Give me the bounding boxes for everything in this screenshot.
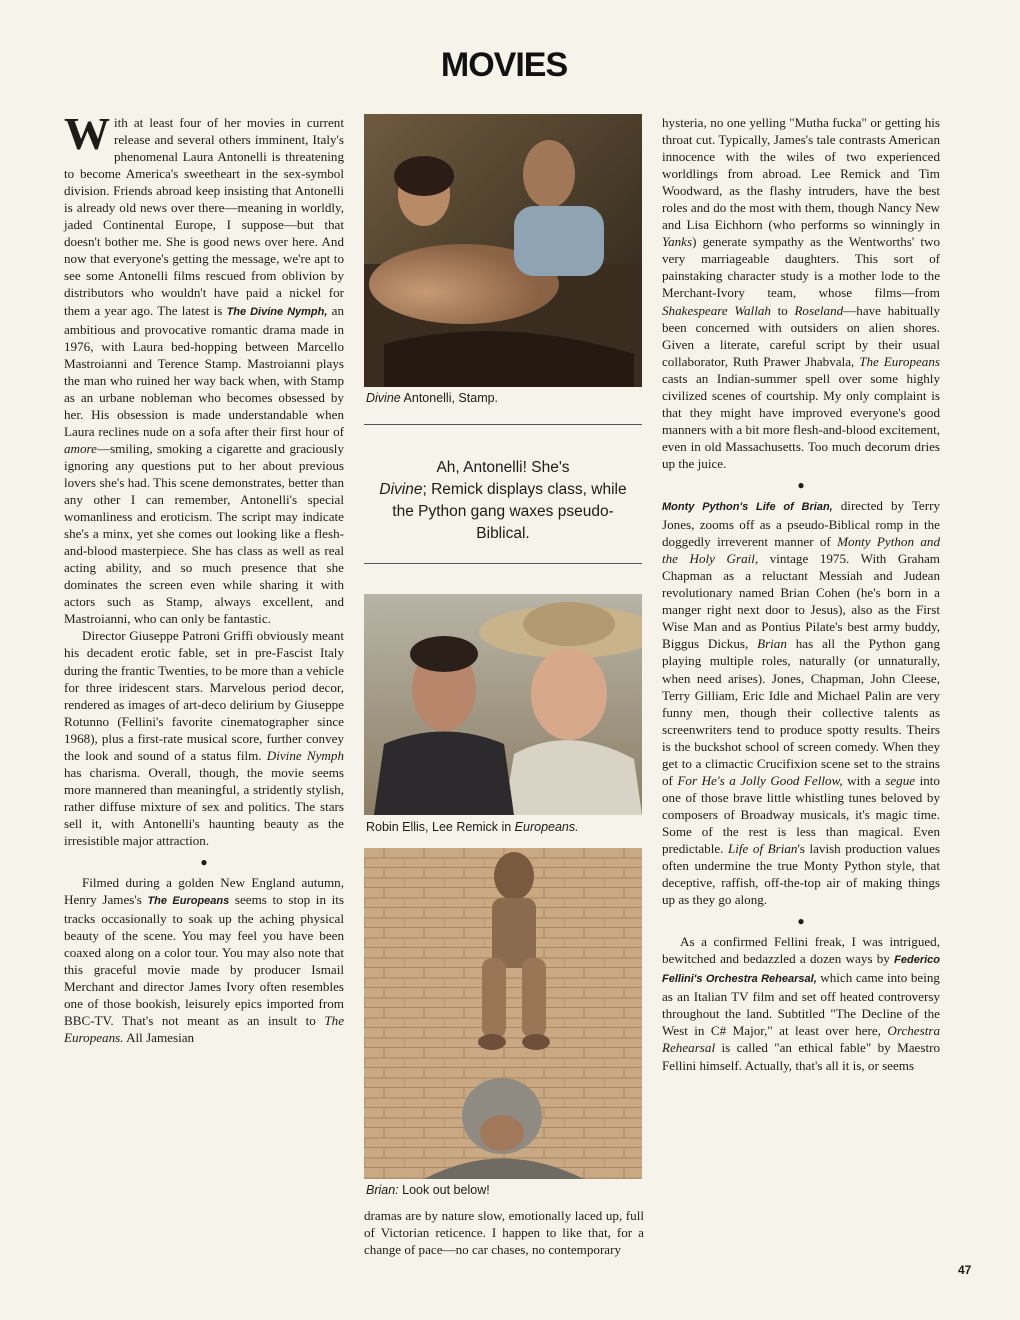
section-bullet: ● [797, 477, 805, 492]
text-run: hysteria, no one yelling "Mutha fucka" or getting his throat cut. Typically, James's tale contrasts American innocence with the wiles of two experienced worldlings from abroad. Lee Remick and Tim Woodward, as the flashy intruders, have the best roles and do the most with them, though Nancy New and Lisa Eichhorn (who performs so winningly in [662, 115, 940, 233]
text-run: to [770, 302, 795, 318]
paragraph [662, 933, 940, 1073]
text-run: is called "an ethical fable" by Maestro Fellini himself. Actually, that's all it is, or seems [662, 1040, 940, 1073]
text-run: All Jamesian [123, 1030, 195, 1046]
divider-bottom [364, 563, 642, 564]
italic-word: segue [885, 772, 916, 788]
page-number: 47 [958, 1263, 972, 1277]
film-title: Shakespeare Wallah [662, 302, 771, 318]
film-title: The Europeans. [64, 1013, 344, 1046]
section-bullet: ● [200, 855, 208, 870]
film-title: Monty Python and the Holy Grail, [662, 534, 940, 567]
pull-quote-text: Ah, Antonelli! She's [436, 459, 570, 476]
left-column [64, 108, 344, 1047]
text-run: ) generate sympathy as the Wentworths' two very marriageable daughters. This sort of painstaking character study is a mother lode to the Merchant-Ivory team, whose films—from [662, 234, 940, 301]
caption-europeans [366, 820, 642, 834]
right-column [662, 114, 940, 1074]
text-run: vintage 1975. With Graham Chapman as a reluctant Messiah and Judean revolutionary named Brian Cohen (he's born in a manger right next door to Jesus), also as the First Wise Man and as Pontius Pilate's best army buddy, Biggus Dickus, [662, 551, 940, 652]
text-run: into one of those brave little whistling tunes beloved by composers of Broadway musicals, it's magic time. Some of the rest is less than magical. Even predictable. [662, 772, 940, 856]
paragraph [662, 497, 940, 908]
film-title: Yanks [662, 234, 693, 250]
film-title: Divine Nymph [266, 747, 344, 763]
text-run: Filmed during a golden New England autumn, Henry James's [64, 875, 344, 908]
paragraph [64, 108, 344, 627]
text-run: directed by Terry Jones, zooms off as a pseudo-Biblical romp in the doggedly irreverent manner of [662, 498, 940, 550]
caption-brian [366, 1183, 642, 1197]
film-title: Monty Python's Life of Brian, [662, 501, 833, 514]
film-title: The Europeans [147, 895, 230, 908]
pull-quote-italic: Divine [379, 481, 423, 498]
film-title: Orchestra Rehearsal [662, 1023, 940, 1056]
caption-italic: Europeans. [514, 820, 579, 834]
middle-column-text [364, 1207, 644, 1258]
text-run: which came into being as an Italian TV film and set off heated controversy throughout the land. Subtitled "The Decline of the West in C# Major," at least over here, [662, 970, 940, 1039]
paragraph [64, 874, 344, 1046]
pull-quote-text: ; Remick displays class, while the Python gang waxes pseudo-Biblical. [392, 481, 627, 542]
caption-text: Antonelli, Stamp. [400, 391, 499, 405]
caption-text: Look out below! [398, 1183, 490, 1197]
text-run: has charisma. Overall, though, the movie seems more mannered than meaningful, a stridently stylish, rather diffuse mixture of sex and politics. The stars sell it, with Antonelli's haunting beauty as the irresistible major attraction. [64, 764, 344, 848]
drop-cap: W [64, 108, 110, 159]
section-bullet: ● [797, 914, 805, 929]
text-run: seems to stop in its tracks occasionally to soak up the aching physical beauty of the scene. You may feel you have been coaxed along on a color tour. You may also note that this graceful movie made by producer Ismail Merchant and director James Ivory often resembles one of those bookish, leisurely epics imported from BBC-TV. That's not meant as an insult to [64, 892, 344, 1029]
text-run: has all the Python gang playing multiple roles, naturally (or unnaturally, when need arises). Jones, Chapman, John Cleese, Terry Gilliam, Eric Idle and Michael Palin are very funny men, though their collective talents as screenwriters tend to produce spotty results. Theirs is the buckshot school of screen comedy. When they get to a climactic Crucifixion scene set to the strains of [662, 636, 940, 788]
text-run: 's lavish production values often undermine the true Monty Python style, that deceptive, raffish, off-the-top air of making things up as they go along. [662, 840, 940, 908]
caption-divine [366, 391, 642, 405]
caption-text: Robin Ellis, Lee Remick in [366, 820, 515, 834]
film-title: Roseland [794, 302, 844, 318]
photo-life-of-brian [364, 848, 642, 1179]
photo-europeans [364, 594, 642, 815]
film-title: Life of Brian [727, 840, 798, 856]
text-run: —smiling, smoking a cigarette and graciously ignoring any questions put to her about previous lovers she's had. This scene demonstrates, better than any other I can remember, Antonelli's special womanliness and eroticism. The script may indicate she's a minx, yet she comes out looking like a flesh-and-blood masterpiece. She has class as well as real acting ability, and so much presence that she dominates the screen even while sharing it with actors such as Stamp, always excellent, and Mastroianni, who can only be fantastic. [64, 440, 344, 627]
section-title: MOVIES [440, 46, 568, 84]
film-title: Federico Fellini's Orchestra Rehearsal, [662, 954, 940, 986]
text-run: Director Giuseppe Patroni Griffi obviously meant his decadent erotic fable, set in pre-Fascist Italy during the frantic Twenties, to be more than a vehicle for three iridescent stars. Marvelous period decor, rendered as images of art-deco delirium by Giuseppe Rotunno (Fellini's favorite cinematographer since 1968), plus a first-rate musical score, further convey the look and sound of a status film. [64, 628, 344, 763]
film-title: For He's a Jolly Good Fellow, [677, 772, 843, 788]
film-title: The Europeans [859, 353, 941, 369]
divider-top [364, 424, 642, 425]
text-run: ith at least four of her movies in current release and several others imminent, Italy's phenomenal Laura Antonelli is threatening to become America's sweetheart in the sex-symbol division. Friends abroad keep insisting that Antonelli is already old news over there—meaning in worldly, jaded Continental Europe, I suppose—but that doesn't bother me. She is good news over here. And now that everyone's getting the message, we're apt to see some Antonelli films rescued from oblivion by distributors who wouldn't have paid a nickel for them a year ago. The latest is [64, 115, 344, 318]
paragraph [64, 627, 344, 849]
photo-divine-nymph [364, 114, 642, 387]
text-run: an ambitious and provocative romantic drama made in 1976, with Laura bed-hopping between Marcello Mastroianni and Terence Stamp. Mastroianni plays the man who ruined her way back when, with Stamp as an urbane nobleman who becomes obsessed by her. His obsession is made understandable when Laura reclines nude on a sofa after their first hour of [64, 302, 344, 439]
caption-italic: Divine [366, 391, 401, 405]
pull-quote [372, 457, 634, 545]
caption-italic: Brian: [366, 1183, 399, 1197]
text-run: with a [842, 772, 886, 788]
film-title: The Divine Nymph, [226, 305, 328, 318]
paragraph [662, 114, 940, 472]
text-run: casts an Indian-summer spell over some highly civilized scenes of courtship. My only complaint is that they might have improved everyone's good manners with a bit more flesh-and-blood excitement, even in old Massachusetts. Too much decorum dries up the juice. [662, 370, 940, 471]
text-run: As a confirmed Fellini freak, I was intrigued, bewitched and bedazzled a dozen ways by [662, 934, 940, 967]
text-run: —have habitually been concerned with outsiders on alien shores. Given a literate, careful script by their usual collaborator, Ruth Prawer Jhabvala, [662, 302, 940, 369]
film-title: Brian [757, 636, 787, 652]
paragraph: dramas are by nature slow, emotionally laced up, full of Victorian reticence. I happen to like that, for a change of pace—no car chases, no contemporary [364, 1208, 644, 1258]
italic-word: amore [64, 440, 97, 456]
